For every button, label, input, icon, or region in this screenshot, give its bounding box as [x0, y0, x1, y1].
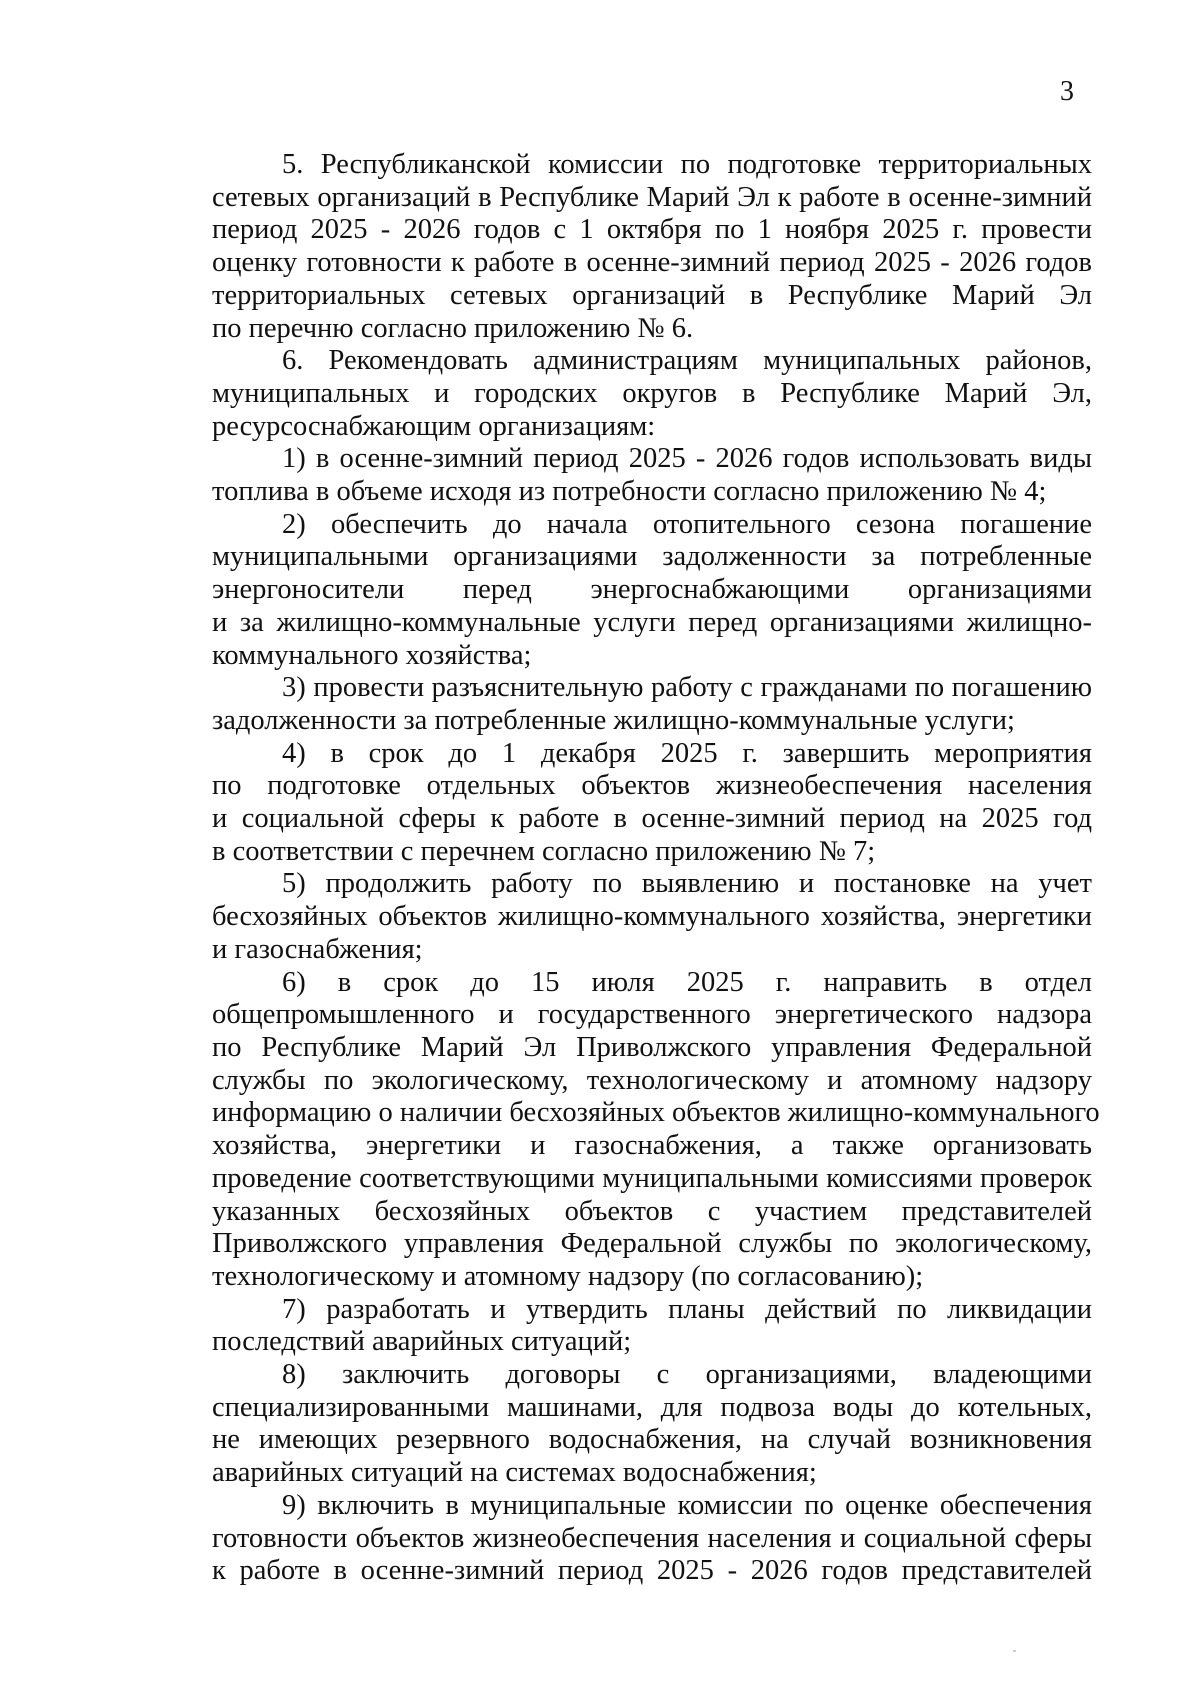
text-line: к работе в осенне-зимний период 2025 - 2026 годов представителей [212, 1555, 1092, 1587]
text-line: 1) в осенне-зимний период 2025 - 2026 годов использовать виды [282, 443, 1092, 475]
text-line: специализированными машинами, для подвоза воды до котельных, [212, 1391, 1092, 1423]
text-line: хозяйства, энергетики и газоснабжения, а также организовать [212, 1130, 1092, 1162]
text-line: период 2025 - 2026 годов с 1 октября по 1 ноября 2025 г. провести [212, 214, 1092, 246]
text-line: территориальных сетевых организаций в Республике Марий Эл [212, 279, 1092, 311]
text-line: 5. Республиканской комиссии по подготовке территориальных [282, 149, 1092, 180]
text-line: не имеющих резервного водоснабжения, на случай возникновения [212, 1424, 1092, 1456]
text-line: муниципальными организациями задолженности за потребленные [212, 541, 1092, 573]
paragraph [212, 1359, 1092, 1490]
text-line: 6. Рекомендовать администрациям муниципальных районов, [282, 345, 1092, 377]
scan-speck [1013, 1650, 1016, 1652]
text-line: в соответствии с перечнем согласно приложению № 7; [212, 835, 876, 867]
text-line: по Республике Марий Эл Приволжского управления Федеральной [212, 1031, 1092, 1063]
text-line: оценку готовности к работе в осенне-зимний период 2025 - 2026 годов [212, 247, 1092, 279]
text-line: готовности объектов жизнеобеспечения населения и социальной сферы [212, 1522, 1092, 1554]
text-line: информацию о наличии бесхозяйных объектов жилищно-коммунального [212, 1097, 1100, 1129]
text-line: указанных бесхозяйных объектов с участием представителей [212, 1195, 1092, 1227]
paragraph [212, 1490, 1092, 1588]
text-line: муниципальных и городских округов в Республике Марий Эл, [212, 377, 1092, 409]
text-line: 6) в срок до 15 июля 2025 г. направить в отдел [282, 966, 1092, 998]
page-number: 3 [1060, 76, 1074, 107]
text-line: сетевых организаций в Республике Марий Эл к работе в осенне-зимний [212, 181, 1092, 213]
text-line: 4) в срок до 1 декабря 2025 г. завершить мероприятия [282, 737, 1092, 769]
text-line: 7) разработать и утвердить планы действий по ликвидации [282, 1293, 1092, 1325]
text-line: Приволжского управления Федеральной службы по экологическому, [212, 1228, 1092, 1260]
text-line: 2) обеспечить до начала отопительного сезона погашение [282, 508, 1092, 540]
text-line: и социальной сферы к работе в осенне-зимний период на 2025 год [212, 803, 1092, 835]
paragraph [212, 1294, 1092, 1359]
text-line: бесхозяйных объектов жилищно-коммунального хозяйства, энергетики [212, 901, 1092, 933]
text-line: проведение соответствующими муниципальными комиссиями проверок [212, 1162, 1092, 1194]
paragraph [212, 149, 1092, 345]
paragraph [212, 672, 1092, 737]
text-line: энергоносители перед энергоснабжающими организациями [212, 574, 1092, 606]
text-line: топлива в объеме исходя из потребности согласно приложению № 4; [212, 476, 1047, 508]
text-line: по подготовке отдельных объектов жизнеобеспечения населения [212, 770, 1092, 802]
paragraph [212, 966, 1100, 1294]
paragraph [212, 345, 1092, 443]
text-line: службы по экологическому, технологическому и атомному надзору [212, 1064, 1092, 1096]
text-line: 5) продолжить работу по выявлению и постановке на учет [282, 868, 1092, 900]
text-line: задолженности за потребленные жилищно-коммунальные услуги; [212, 704, 1015, 736]
text-line: ресурсоснабжающим организациям: [212, 410, 656, 442]
document-body [212, 149, 1100, 1588]
text-line: 9) включить в муниципальные комиссии по оценке обеспечения [282, 1489, 1092, 1521]
text-line: 3) провести разъяснительную работу с гражданами по погашению [282, 672, 1092, 704]
text-line: технологическому и атомному надзору (по согласованию); [212, 1260, 924, 1292]
text-line: и за жилищно-коммунальные услуги перед организациями жилищно- [212, 606, 1092, 638]
text-line: по перечню согласно приложению № 6. [212, 312, 694, 344]
text-line: 8) заключить договоры с организациями, владеющими [282, 1359, 1092, 1391]
paragraph [212, 738, 1092, 869]
paragraph [212, 868, 1092, 966]
text-line: и газоснабжения; [212, 933, 423, 965]
paragraph [212, 509, 1092, 673]
text-line: последствий аварийных ситуаций; [212, 1326, 632, 1358]
text-line: коммунального хозяйства; [212, 639, 532, 671]
text-line: аварийных ситуаций на системах водоснабжения; [212, 1457, 817, 1489]
paragraph [212, 443, 1092, 508]
text-line: общепромышленного и государственного энергетического надзора [212, 999, 1092, 1031]
